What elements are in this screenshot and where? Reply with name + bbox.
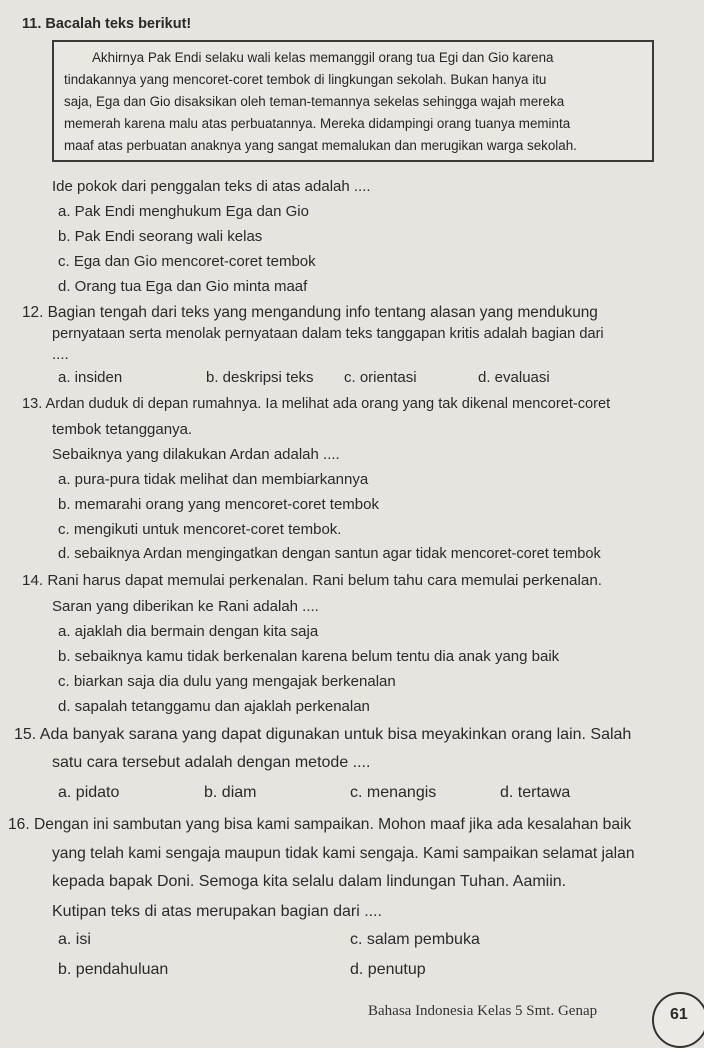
q16-prompt: Kutipan teks di atas merupakan bagian dari .... <box>52 903 382 920</box>
passage-line: maaf atas perbuatan anaknya yang sangat memalukan dan merugikan warga sekolah. <box>64 138 577 153</box>
q15-option-d[interactable]: d. tertawa <box>500 784 571 801</box>
q15-question-cont: satu cara tersebut adalah dengan metode .... <box>52 754 371 771</box>
q14-option-b[interactable]: b. sebaiknya kamu tidak berkenalan karena belum tentu dia anak yang baik <box>58 648 560 665</box>
q11-option-d[interactable]: d. Orang tua Ega dan Gio minta maaf <box>58 278 308 295</box>
q15-question: 15. Ada banyak sarana yang dapat digunakan untuk bisa meyakinkan orang lain. Salah <box>14 726 632 743</box>
q16-question-cont: yang telah kami sengaja maupun tidak kami sengaja. Kami sampaikan selamat jalan <box>52 845 635 862</box>
q12-option-b[interactable]: b. deskripsi teks <box>206 369 314 386</box>
q16-question-cont: kepada bapak Doni. Semoga kita selalu dalam lindungan Tuhan. Aamiin. <box>52 873 567 890</box>
q11-option-a[interactable]: a. Pak Endi menghukum Ega dan Gio <box>58 203 309 220</box>
q13-option-d[interactable]: d. sebaiknya Ardan mengingatkan dengan santun agar tidak mencoret-coret tembok <box>58 546 601 562</box>
q12-option-d[interactable]: d. evaluasi <box>478 369 550 386</box>
passage-line: tindakannya yang mencoret-coret tembok di lingkungan sekolah. Bukan hanya itu <box>64 72 547 87</box>
q14-option-d[interactable]: d. sapalah tetanggamu dan ajaklah perkenalan <box>58 698 370 715</box>
q13-option-a[interactable]: a. pura-pura tidak melihat dan membiarkannya <box>58 471 369 488</box>
q16-option-d[interactable]: d. penutup <box>350 961 426 978</box>
q13-question: 13. Ardan duduk di depan rumahnya. Ia melihat ada orang yang tak dikenal mencoret-coret <box>22 396 611 412</box>
q12-question: 12. Bagian tengah dari teks yang mengandung info tentang alasan yang mendukung <box>22 304 598 321</box>
q16-question: 16. Dengan ini sambutan yang bisa kami sampaikan. Mohon maaf jika ada kesalahan baik <box>8 816 632 833</box>
q13-option-b[interactable]: b. memarahi orang yang mencoret-coret tembok <box>58 496 379 513</box>
q16-option-b[interactable]: b. pendahuluan <box>58 961 169 978</box>
passage-line: memerah karena malu atas perbuatannya. Mereka didampingi orang tuanya meminta <box>64 116 571 131</box>
q14-prompt: Saran yang diberikan ke Rani adalah .... <box>52 598 319 615</box>
q15-option-c[interactable]: c. menangis <box>350 784 437 801</box>
q12-ellipsis: .... <box>52 346 69 363</box>
q16-option-c[interactable]: c. salam pembuka <box>350 931 480 948</box>
passage-line: saja, Ega dan Gio disaksikan oleh teman-temannya sekelas sehingga wajah mereka <box>64 94 565 109</box>
q12-question-cont: pernyataan serta menolak pernyataan dalam teks tanggapan kritis adalah bagian dari <box>52 326 604 342</box>
q12-option-c[interactable]: c. orientasi <box>344 369 417 386</box>
q14-question: 14. Rani harus dapat memulai perkenalan. Rani belum tahu cara memulai perkenalan. <box>22 572 602 589</box>
q13-option-c[interactable]: c. mengikuti untuk mencoret-coret tembok. <box>58 521 342 538</box>
page-number: 61 <box>670 1006 688 1023</box>
q11-stem: 11. Bacalah teks berikut! <box>22 16 192 32</box>
q12-option-a[interactable]: a. insiden <box>58 369 123 386</box>
q11-question: Ide pokok dari penggalan teks di atas adalah .... <box>52 178 371 195</box>
q14-option-a[interactable]: a. ajaklah dia bermain dengan kita saja <box>58 623 319 640</box>
q13-question-cont: tembok tetangganya. <box>52 421 193 438</box>
q14-option-c[interactable]: c. biarkan saja dia dulu yang mengajak berkenalan <box>58 673 396 690</box>
q16-option-a[interactable]: a. isi <box>58 931 91 948</box>
page-number-badge <box>652 992 704 1048</box>
q11-option-c[interactable]: c. Ega dan Gio mencoret-coret tembok <box>58 253 316 270</box>
q15-option-b[interactable]: b. diam <box>204 784 257 801</box>
book-title-footer: Bahasa Indonesia Kelas 5 Smt. Genap <box>368 1003 598 1019</box>
q11-passage-box <box>52 40 654 162</box>
passage-line: Akhirnya Pak Endi selaku wali kelas memanggil orang tua Egi dan Gio karena <box>92 50 554 65</box>
q13-prompt: Sebaiknya yang dilakukan Ardan adalah .... <box>52 446 340 463</box>
q15-option-a[interactable]: a. pidato <box>58 784 120 801</box>
q11-option-b[interactable]: b. Pak Endi seorang wali kelas <box>58 228 263 245</box>
